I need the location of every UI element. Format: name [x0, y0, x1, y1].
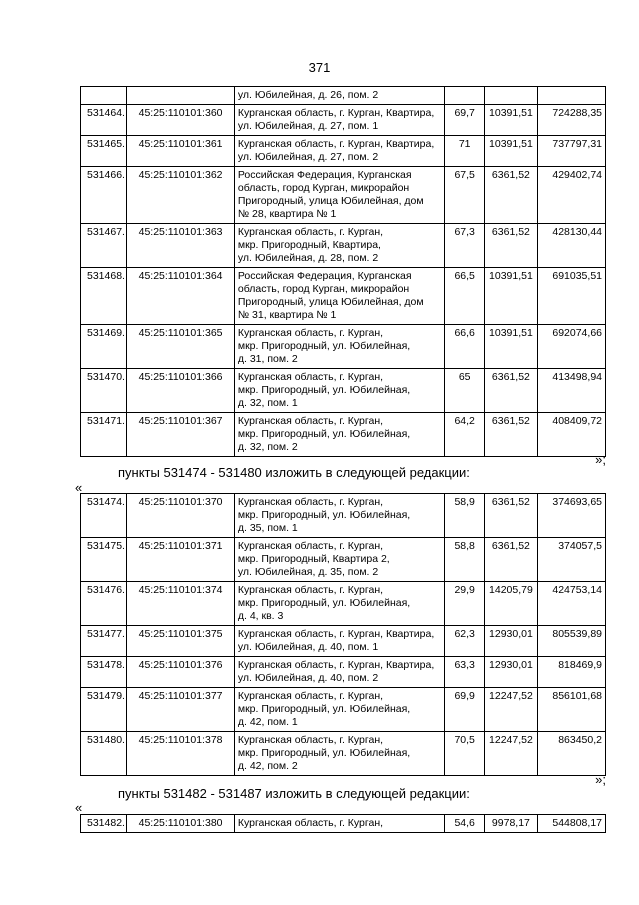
area-value-cell: 67,3: [445, 224, 485, 268]
table-row: [81, 167, 606, 224]
cadastral-cost-cell: 856101,68: [537, 688, 605, 732]
address-line: Курганская область, г. Курган,: [237, 734, 384, 746]
address-line: Курганская область, г. Курган,: [237, 584, 384, 596]
address-line: д. 32, пом. 1: [237, 397, 298, 409]
address-line: д. 35, пом. 1: [237, 522, 298, 534]
address-line: ул. Юбилейная, д. 26, пом. 2: [237, 89, 379, 101]
row-number-cell: 531475.: [81, 538, 127, 582]
cadastral-number-cell: 45:25:110101:365: [127, 325, 235, 369]
closing-quote: »;: [595, 452, 606, 467]
address-line: Курганская область, г. Курган,: [237, 226, 384, 238]
address-cell: [234, 87, 444, 105]
amendment-instruction: пункты 531474 - 531480 изложить в следующей редакции:: [118, 465, 470, 480]
address-line: ул. Юбилейная, д. 35, пом. 2: [237, 566, 379, 578]
row-number-cell: 531482.: [81, 815, 127, 833]
area-value-cell: 69,9: [445, 688, 485, 732]
address-line: № 28, квартира № 1: [237, 208, 337, 220]
cadastral-cost-cell: 863450,2: [537, 732, 605, 776]
address-line: мкр. Пригородный, ул. Юбилейная,: [237, 384, 411, 396]
table-row: [81, 136, 606, 167]
cadastral-cost-cell: 737797,31: [537, 136, 605, 167]
address-line: мкр. Пригородный, ул. Юбилейная,: [237, 428, 411, 440]
address-line: Курганская область, г. Курган,: [237, 496, 384, 508]
cadastral-cost-cell: 724288,35: [537, 105, 605, 136]
cadastral-number-cell: 45:25:110101:361: [127, 136, 235, 167]
address-cell: [234, 582, 444, 626]
price-per-sqm-cell: 12247,52: [485, 688, 537, 732]
address-line: мкр. Пригородный, Квартира,: [237, 239, 381, 251]
row-number-cell: 531467.: [81, 224, 127, 268]
table-row: [81, 688, 606, 732]
cadastral-number-cell: 45:25:110101:371: [127, 538, 235, 582]
property-table-3: [80, 814, 606, 833]
table-row: [81, 413, 606, 457]
row-number-cell: 531477.: [81, 626, 127, 657]
price-per-sqm-cell: 6361,52: [485, 538, 537, 582]
area-value-cell: 70,5: [445, 732, 485, 776]
address-line: д. 32, пом. 2: [237, 441, 298, 453]
table-row: [81, 582, 606, 626]
cadastral-number-cell: 45:25:110101:364: [127, 268, 235, 325]
cadastral-number-cell: 45:25:110101:375: [127, 626, 235, 657]
cadastral-number-cell: 45:25:110101:377: [127, 688, 235, 732]
area-value-cell: 71: [445, 136, 485, 167]
cadastral-cost-cell: 428130,44: [537, 224, 605, 268]
address-cell: [234, 413, 444, 457]
address-line: ул. Юбилейная, д. 40, пом. 2: [237, 672, 379, 684]
cadastral-cost-cell: 691035,51: [537, 268, 605, 325]
cadastral-number-cell: 45:25:110101:378: [127, 732, 235, 776]
address-line: ул. Юбилейная, д. 28, пом. 2: [237, 252, 379, 264]
cadastral-number-cell: 45:25:110101:376: [127, 657, 235, 688]
area-value-cell: 64,2: [445, 413, 485, 457]
area-value-cell: 66,6: [445, 325, 485, 369]
address-cell: [234, 268, 444, 325]
row-number-cell: 531465.: [81, 136, 127, 167]
address-cell: [234, 369, 444, 413]
area-value-cell: 67,5: [445, 167, 485, 224]
property-table-1: [80, 86, 606, 457]
row-number-cell: 531479.: [81, 688, 127, 732]
price-per-sqm-cell: 12247,52: [485, 732, 537, 776]
table-row: [81, 626, 606, 657]
price-per-sqm-cell: 6361,52: [485, 413, 537, 457]
address-line: мкр. Пригородный, ул. Юбилейная,: [237, 747, 411, 759]
price-per-sqm-cell: 12930,01: [485, 657, 537, 688]
address-cell: [234, 732, 444, 776]
table-row: [81, 732, 606, 776]
table-row: [81, 657, 606, 688]
address-line: мкр. Пригородный, ул. Юбилейная,: [237, 597, 411, 609]
price-per-sqm-cell: 10391,51: [485, 105, 537, 136]
area-value-cell: [445, 87, 485, 105]
price-per-sqm-cell: 6361,52: [485, 224, 537, 268]
area-value-cell: 63,3: [445, 657, 485, 688]
address-line: мкр. Пригородный, ул. Юбилейная,: [237, 703, 411, 715]
address-cell: [234, 494, 444, 538]
address-cell: [234, 657, 444, 688]
address-cell: [234, 538, 444, 582]
address-line: область, город Курган, микрорайон: [237, 283, 410, 295]
property-table-2: [80, 493, 606, 776]
address-line: Курганская область, г. Курган,: [237, 817, 384, 829]
row-number-cell: 531474.: [81, 494, 127, 538]
cadastral-number-cell: 45:25:110101:374: [127, 582, 235, 626]
address-cell: [234, 815, 444, 833]
address-line: Курганская область, г. Курган,: [237, 540, 384, 552]
area-value-cell: 66,5: [445, 268, 485, 325]
opening-quote: «: [75, 480, 83, 495]
area-value-cell: 65: [445, 369, 485, 413]
row-number-cell: 531476.: [81, 582, 127, 626]
opening-quote: «: [75, 800, 83, 815]
area-value-cell: 62,3: [445, 626, 485, 657]
cadastral-cost-cell: 413498,94: [537, 369, 605, 413]
amendment-instruction: пункты 531482 - 531487 изложить в следующей редакции:: [118, 786, 470, 801]
row-number-cell: 531464.: [81, 105, 127, 136]
address-cell: [234, 136, 444, 167]
cadastral-cost-cell: 408409,72: [537, 413, 605, 457]
address-line: д. 42, пом. 1: [237, 716, 298, 728]
address-line: мкр. Пригородный, Квартира 2,: [237, 553, 390, 565]
cadastral-number-cell: 45:25:110101:360: [127, 105, 235, 136]
row-number-cell: 531466.: [81, 167, 127, 224]
price-per-sqm-cell: 14205,79: [485, 582, 537, 626]
area-value-cell: 29,9: [445, 582, 485, 626]
address-cell: [234, 224, 444, 268]
cadastral-cost-cell: 374057,5: [537, 538, 605, 582]
table-row: [81, 815, 606, 833]
price-per-sqm-cell: 10391,51: [485, 325, 537, 369]
cadastral-number-cell: 45:25:110101:367: [127, 413, 235, 457]
price-per-sqm-cell: 6361,52: [485, 167, 537, 224]
closing-quote: »;: [595, 772, 606, 787]
table-row: [81, 494, 606, 538]
cadastral-cost-cell: [537, 87, 605, 105]
area-value-cell: 69,7: [445, 105, 485, 136]
row-number-cell: 531470.: [81, 369, 127, 413]
address-line: Курганская область, г. Курган,: [237, 327, 384, 339]
cadastral-cost-cell: 374693,65: [537, 494, 605, 538]
table-row: [81, 325, 606, 369]
row-number-cell: [81, 87, 127, 105]
cadastral-number-cell: 45:25:110101:363: [127, 224, 235, 268]
address-line: Курганская область, г. Курган, Квартира,: [237, 138, 435, 150]
row-number-cell: 531480.: [81, 732, 127, 776]
address-cell: [234, 626, 444, 657]
table-row: [81, 538, 606, 582]
price-per-sqm-cell: 9978,17: [485, 815, 537, 833]
table-row: [81, 224, 606, 268]
cadastral-number-cell: 45:25:110101:366: [127, 369, 235, 413]
row-number-cell: 531469.: [81, 325, 127, 369]
row-number-cell: 531468.: [81, 268, 127, 325]
cadastral-number-cell: 45:25:110101:362: [127, 167, 235, 224]
address-cell: [234, 688, 444, 732]
address-line: Курганская область, г. Курган, Квартира,: [237, 628, 435, 640]
cadastral-cost-cell: 429402,74: [537, 167, 605, 224]
address-cell: [234, 167, 444, 224]
address-line: Курганская область, г. Курган, Квартира,: [237, 659, 435, 671]
cadastral-cost-cell: 692074,66: [537, 325, 605, 369]
price-per-sqm-cell: 10391,51: [485, 136, 537, 167]
address-line: Курганская область, г. Курган,: [237, 415, 384, 427]
address-line: ул. Юбилейная, д. 40, пом. 1: [237, 641, 379, 653]
price-per-sqm-cell: [485, 87, 537, 105]
price-per-sqm-cell: 12930,01: [485, 626, 537, 657]
cadastral-cost-cell: 424753,14: [537, 582, 605, 626]
address-line: д. 42, пом. 2: [237, 760, 298, 772]
area-value-cell: 58,9: [445, 494, 485, 538]
address-line: д. 31, пом. 2: [237, 353, 298, 365]
address-line: мкр. Пригородный, ул. Юбилейная,: [237, 340, 411, 352]
address-line: Российская Федерация, Курганская: [237, 169, 412, 181]
address-line: Курганская область, г. Курган,: [237, 690, 384, 702]
table-row: [81, 268, 606, 325]
cadastral-number-cell: [127, 87, 235, 105]
address-line: № 31, квартира № 1: [237, 309, 337, 321]
price-per-sqm-cell: 6361,52: [485, 494, 537, 538]
row-number-cell: 531471.: [81, 413, 127, 457]
cadastral-number-cell: 45:25:110101:380: [127, 815, 235, 833]
row-number-cell: 531478.: [81, 657, 127, 688]
address-line: Российская Федерация, Курганская: [237, 270, 412, 282]
cadastral-cost-cell: 805539,89: [537, 626, 605, 657]
address-line: Пригородный, улица Юбилейная, дом: [237, 296, 424, 308]
table-row: [81, 105, 606, 136]
cadastral-cost-cell: 818469,9: [537, 657, 605, 688]
address-cell: [234, 105, 444, 136]
price-per-sqm-cell: 10391,51: [485, 268, 537, 325]
address-line: ул. Юбилейная, д. 27, пом. 1: [237, 120, 379, 132]
cadastral-cost-cell: 544808,17: [537, 815, 605, 833]
address-line: область, город Курган, микрорайон: [237, 182, 410, 194]
table-row: [81, 369, 606, 413]
page-number: 371: [308, 60, 331, 75]
area-value-cell: 54,6: [445, 815, 485, 833]
table-row: [81, 87, 606, 105]
price-per-sqm-cell: 6361,52: [485, 369, 537, 413]
address-line: Пригородный, улица Юбилейная, дом: [237, 195, 424, 207]
area-value-cell: 58,8: [445, 538, 485, 582]
address-line: Курганская область, г. Курган,: [237, 371, 384, 383]
address-line: Курганская область, г. Курган, Квартира,: [237, 107, 435, 119]
address-cell: [234, 325, 444, 369]
address-line: мкр. Пригородный, ул. Юбилейная,: [237, 509, 411, 521]
cadastral-number-cell: 45:25:110101:370: [127, 494, 235, 538]
address-line: д. 4, кв. 3: [237, 610, 284, 622]
address-line: ул. Юбилейная, д. 27, пом. 2: [237, 151, 379, 163]
